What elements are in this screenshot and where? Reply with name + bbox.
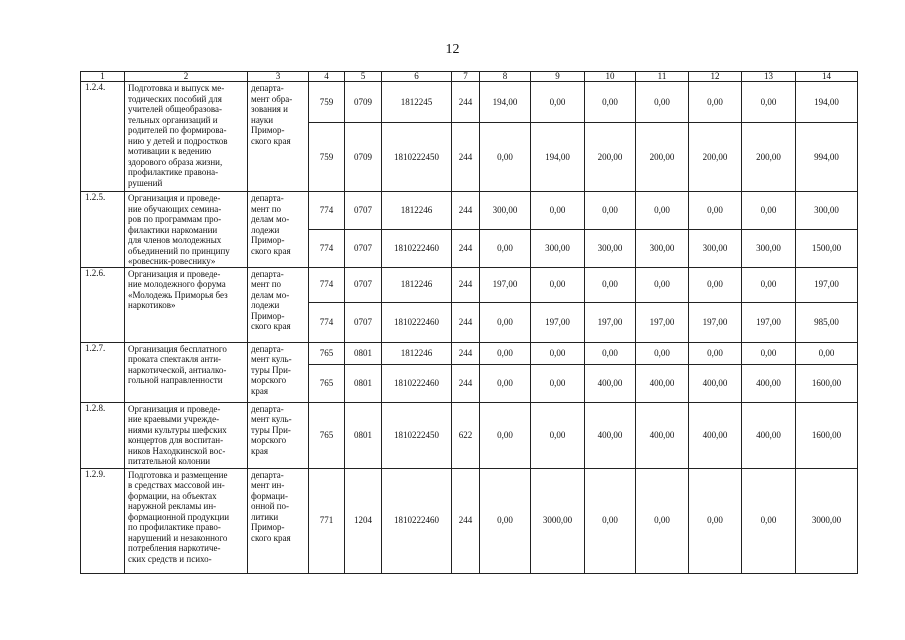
amount-2017: 0,00 <box>636 192 689 230</box>
amount-2019: 0,00 <box>742 342 796 364</box>
item-number: 1.2.4. <box>81 82 125 192</box>
amount-2017: 0,00 <box>636 468 689 573</box>
item-number: 1.2.8. <box>81 402 125 468</box>
activity-name-text: Организация и проведе- ние обучающих семина- ров по программам про- филактики наркомании для членов молодежных объединений по принципу «ровесник-ровеснику» <box>128 193 230 266</box>
target-article: 1810222460 <box>382 230 452 267</box>
amount-total: 197,00 <box>796 267 858 302</box>
executor <box>248 82 309 192</box>
amount-2014: 194,00 <box>480 82 531 123</box>
amount-2014: 0,00 <box>480 302 531 342</box>
page-number: 12 <box>445 42 460 57</box>
amount-2014: 0,00 <box>480 364 531 402</box>
column-number: 2 <box>125 72 248 82</box>
column-number: 13 <box>742 72 796 82</box>
amount-2019: 400,00 <box>742 364 796 402</box>
amount-2018: 0,00 <box>689 342 742 364</box>
amount-2019: 197,00 <box>742 302 796 342</box>
executor <box>248 342 309 402</box>
column-number: 14 <box>796 72 858 82</box>
column-number: 5 <box>345 72 382 82</box>
section-code: 0707 <box>345 230 382 267</box>
target-article: 1812246 <box>382 267 452 302</box>
amount-2014: 0,00 <box>480 402 531 468</box>
target-article: 1810222450 <box>382 123 452 192</box>
amount-2018: 0,00 <box>689 192 742 230</box>
target-article: 1810222460 <box>382 364 452 402</box>
activity-name-text: Организация и проведе- ние молодежного форума «Молодежь Приморья без наркотиков» <box>128 268 228 310</box>
amount-2015: 0,00 <box>531 364 585 402</box>
item-number: 1.2.5. <box>81 192 125 268</box>
amount-2019: 0,00 <box>742 192 796 230</box>
executor-text: департа- мент по делам мо- лодежи Примор- ского края <box>251 268 291 331</box>
amount-2016: 400,00 <box>585 364 636 402</box>
gov-code: 774 <box>309 230 345 267</box>
gov-code: 765 <box>309 342 345 364</box>
amount-total: 194,00 <box>796 82 858 123</box>
amount-2019: 200,00 <box>742 123 796 192</box>
activity-name <box>125 192 248 268</box>
target-article: 1812246 <box>382 342 452 364</box>
amount-total: 985,00 <box>796 302 858 342</box>
amount-2015: 0,00 <box>531 342 585 364</box>
amount-2015: 194,00 <box>531 123 585 192</box>
column-number: 4 <box>309 72 345 82</box>
column-number: 8 <box>480 72 531 82</box>
amount-2018: 400,00 <box>689 364 742 402</box>
amount-2018: 300,00 <box>689 230 742 267</box>
executor-text: департа- мент куль- туры При- морского края <box>251 343 292 396</box>
amount-2018: 0,00 <box>689 267 742 302</box>
amount-2017: 0,00 <box>636 342 689 364</box>
column-number: 6 <box>382 72 452 82</box>
section-code: 0801 <box>345 402 382 468</box>
activity-name <box>125 402 248 468</box>
amount-2016: 0,00 <box>585 82 636 123</box>
activity-name-text: Подготовка и выпуск ме- тодических пособий для учителей общеобразова- тельных организаций и родителей по формирова- нию у детей и подростков мотивации к ведению здорового образа жизни, профилактике правона- рушений <box>128 83 228 188</box>
executor-text: департа- мент ин- формаци- онной по- литики Примор- ского края <box>251 469 291 543</box>
table-row <box>81 402 858 468</box>
section-code: 0709 <box>345 123 382 192</box>
amount-2017: 0,00 <box>636 267 689 302</box>
table-row <box>81 192 858 230</box>
gov-code: 774 <box>309 267 345 302</box>
section-code: 0801 <box>345 342 382 364</box>
expense-type: 244 <box>452 82 480 123</box>
amount-2017: 0,00 <box>636 82 689 123</box>
item-number: 1.2.7. <box>81 342 125 402</box>
executor-text: департа- мент куль- туры При- морского края <box>251 403 292 456</box>
amount-2019: 0,00 <box>742 82 796 123</box>
column-number: 11 <box>636 72 689 82</box>
item-number: 1.2.9. <box>81 468 125 573</box>
target-article: 1810222450 <box>382 402 452 468</box>
amount-2018: 197,00 <box>689 302 742 342</box>
activity-name <box>125 468 248 573</box>
amount-2016: 0,00 <box>585 267 636 302</box>
executor <box>248 267 309 342</box>
gov-code: 765 <box>309 364 345 402</box>
gov-code: 774 <box>309 192 345 230</box>
amount-2014: 197,00 <box>480 267 531 302</box>
amount-2019: 400,00 <box>742 402 796 468</box>
activity-name <box>125 342 248 402</box>
amount-total: 0,00 <box>796 342 858 364</box>
amount-2014: 0,00 <box>480 468 531 573</box>
activity-name-text: Организация и проведе- ние краевыми учрежде- ниями культуры шефских концертов для воспитан- ников Находкинской вос- питательной колонии <box>128 403 227 466</box>
amount-2017: 200,00 <box>636 123 689 192</box>
expense-type: 244 <box>452 342 480 364</box>
amount-2014: 0,00 <box>480 123 531 192</box>
column-number: 12 <box>689 72 742 82</box>
gov-code: 771 <box>309 468 345 573</box>
executor <box>248 402 309 468</box>
table-row <box>81 342 858 364</box>
column-number: 1 <box>81 72 125 82</box>
expense-type: 244 <box>452 230 480 267</box>
expense-type: 244 <box>452 302 480 342</box>
amount-total: 994,00 <box>796 123 858 192</box>
gov-code: 774 <box>309 302 345 342</box>
amount-2016: 0,00 <box>585 192 636 230</box>
expense-type: 244 <box>452 364 480 402</box>
target-article: 1812245 <box>382 82 452 123</box>
amount-2019: 0,00 <box>742 267 796 302</box>
amount-2015: 0,00 <box>531 192 585 230</box>
section-code: 0707 <box>345 267 382 302</box>
amount-total: 1500,00 <box>796 230 858 267</box>
amount-2015: 0,00 <box>531 267 585 302</box>
column-number: 7 <box>452 72 480 82</box>
table-row <box>81 468 858 573</box>
executor <box>248 468 309 573</box>
amount-2018: 200,00 <box>689 123 742 192</box>
amount-2017: 400,00 <box>636 402 689 468</box>
target-article: 1812246 <box>382 192 452 230</box>
amount-2017: 300,00 <box>636 230 689 267</box>
expense-type: 244 <box>452 123 480 192</box>
amount-2016: 0,00 <box>585 468 636 573</box>
amount-2014: 300,00 <box>480 192 531 230</box>
executor-text: департа- мент обра- зования и науки Примор- ского края <box>251 83 293 146</box>
column-number: 3 <box>248 72 309 82</box>
column-number: 9 <box>531 72 585 82</box>
item-number: 1.2.6. <box>81 267 125 342</box>
amount-2014: 0,00 <box>480 230 531 267</box>
amount-2015: 0,00 <box>531 402 585 468</box>
activity-name <box>125 82 248 192</box>
amount-2019: 0,00 <box>742 468 796 573</box>
column-number: 10 <box>585 72 636 82</box>
expense-type: 244 <box>452 267 480 302</box>
amount-total: 1600,00 <box>796 402 858 468</box>
activity-name-text: Организация бесплатного проката спектакля анти- наркотической, антиалко- гольной направленности <box>128 343 227 385</box>
section-code: 0707 <box>345 192 382 230</box>
amount-2015: 300,00 <box>531 230 585 267</box>
amount-2017: 197,00 <box>636 302 689 342</box>
amount-total: 1600,00 <box>796 364 858 402</box>
amount-2016: 300,00 <box>585 230 636 267</box>
executor <box>248 192 309 268</box>
gov-code: 765 <box>309 402 345 468</box>
amount-total: 300,00 <box>796 192 858 230</box>
program-budget-table <box>80 71 858 574</box>
amount-2019: 300,00 <box>742 230 796 267</box>
amount-2018: 400,00 <box>689 402 742 468</box>
amount-2018: 0,00 <box>689 468 742 573</box>
section-code: 0709 <box>345 82 382 123</box>
section-code: 1204 <box>345 468 382 573</box>
activity-name-text: Подготовка и размещение в средствах массовой ин- формации, на объектах наружной рекламы ин- формационной продукции по профилактике право- нарушений и незаконного потребления наркотиче- ских средств и психо- <box>128 469 230 564</box>
amount-2017: 400,00 <box>636 364 689 402</box>
section-code: 0801 <box>345 364 382 402</box>
amount-2018: 0,00 <box>689 82 742 123</box>
target-article: 1810222460 <box>382 468 452 573</box>
amount-2016: 200,00 <box>585 123 636 192</box>
amount-2015: 197,00 <box>531 302 585 342</box>
section-code: 0707 <box>345 302 382 342</box>
expense-type: 244 <box>452 468 480 573</box>
expense-type: 244 <box>452 192 480 230</box>
target-article: 1810222460 <box>382 302 452 342</box>
expense-type: 622 <box>452 402 480 468</box>
amount-2014: 0,00 <box>480 342 531 364</box>
amount-2016: 400,00 <box>585 402 636 468</box>
gov-code: 759 <box>309 82 345 123</box>
executor-text: департа- мент по делам мо- лодежи Примор- ского края <box>251 193 291 256</box>
amount-2016: 197,00 <box>585 302 636 342</box>
table-row <box>81 82 858 123</box>
table-row <box>81 267 858 302</box>
column-number-row <box>81 72 858 82</box>
amount-2015: 3000,00 <box>531 468 585 573</box>
amount-total: 3000,00 <box>796 468 858 573</box>
activity-name <box>125 267 248 342</box>
amount-2016: 0,00 <box>585 342 636 364</box>
amount-2015: 0,00 <box>531 82 585 123</box>
gov-code: 759 <box>309 123 345 192</box>
